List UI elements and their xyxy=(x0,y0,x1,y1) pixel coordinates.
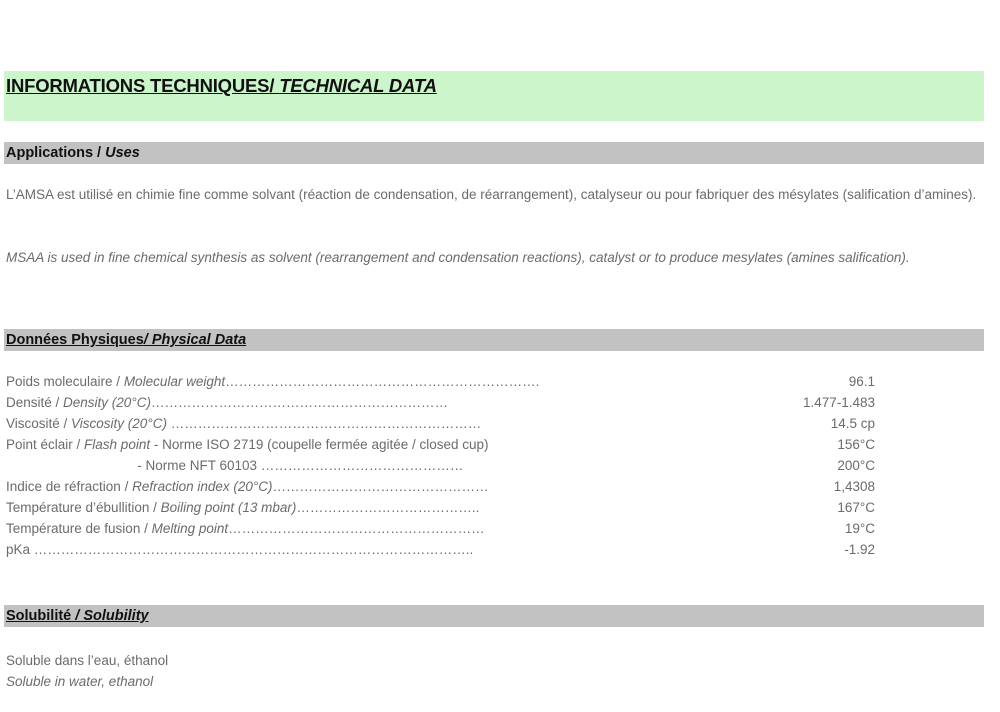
property-value: 167°C xyxy=(837,500,875,515)
solubility-heading-fr: Solubilité xyxy=(6,608,76,624)
solubility-text-en: Soluble in water, ethanol xyxy=(6,674,154,689)
property-row xyxy=(6,519,485,539)
property-leader: ………………………………………… xyxy=(272,479,489,494)
property-row xyxy=(6,414,481,434)
property-label-en: Flash point xyxy=(84,437,151,452)
property-label-en: Refraction index (20°C) xyxy=(132,479,273,494)
property-leader: ……………………………………………………………. xyxy=(225,374,540,389)
property-value: 96.1 xyxy=(848,374,875,389)
physical-data-heading-en: / Physical Data xyxy=(143,332,247,348)
property-label-fr: Température de fusion / xyxy=(6,521,152,536)
property-leader: ………………………………….. xyxy=(296,500,480,515)
property-leader: …………………………………………………………… xyxy=(166,416,482,431)
property-row xyxy=(6,540,473,560)
property-note: - Norme ISO 2719 (coupelle fermée agitée / closed cup) xyxy=(150,437,489,452)
property-label-fr: - Norme NFT 60103 xyxy=(6,458,261,473)
applications-heading-en: Uses xyxy=(105,145,140,161)
property-row xyxy=(6,456,463,476)
property-label-fr: Température d’ébullition / xyxy=(6,500,161,515)
physical-data-heading-fr: Données Physiques xyxy=(6,332,144,348)
property-label-fr: Indice de réfraction / xyxy=(6,479,133,494)
title-separator: / xyxy=(269,75,280,96)
document-title xyxy=(6,75,437,97)
physical-data-heading xyxy=(6,329,246,351)
solubility-text-fr: Soluble dans l’eau, éthanol xyxy=(6,653,169,668)
property-label-fr: pKa xyxy=(6,542,34,557)
property-label-en: Melting point xyxy=(151,521,229,536)
property-row xyxy=(6,477,489,497)
property-row xyxy=(6,435,489,455)
property-label-en: Density (20°C) xyxy=(63,395,151,410)
property-row xyxy=(6,372,539,392)
solubility-header-bar xyxy=(4,605,984,627)
solubility-heading-en: / Solubility xyxy=(75,608,149,624)
property-value: 1,4308 xyxy=(833,479,875,494)
solubility-heading xyxy=(6,605,149,627)
property-row xyxy=(6,393,448,413)
property-label-fr: Densité / xyxy=(6,395,64,410)
property-leader: ………………………………………………… xyxy=(228,521,485,536)
applications-heading-fr: Applications / xyxy=(6,145,106,161)
property-value: 19°C xyxy=(844,521,875,536)
property-value: 1.477-1.483 xyxy=(802,395,875,410)
property-label-fr: Poids moleculaire / xyxy=(6,374,124,389)
property-label-en: Molecular weight xyxy=(123,374,226,389)
applications-text-fr: L’AMSA est utilisé en chimie fine comme solvant (réaction de condensation, de réarrangement), catalyseur ou pour fabriquer des mésylates (salification d’amines). xyxy=(6,187,977,202)
property-leader: …………………………………………………………………………………….. xyxy=(33,542,474,557)
property-label-fr: Viscosité / xyxy=(6,416,72,431)
property-label-en: Viscosity (20°C) xyxy=(71,416,167,431)
property-value: 200°C xyxy=(837,458,875,473)
property-value: -1.92 xyxy=(844,542,875,557)
property-value: 156°C xyxy=(837,437,875,452)
property-label-en: Boiling point (13 mbar) xyxy=(160,500,297,515)
property-leader: ……………………………………… xyxy=(260,458,464,473)
property-value: 14.5 cp xyxy=(830,416,875,431)
applications-heading xyxy=(6,142,140,164)
property-row xyxy=(6,498,479,518)
property-leader: ………………………………………………………… xyxy=(150,395,448,410)
applications-text-en: MSAA is used in fine chemical synthesis as solvent (rearrangement and condensation reactions), catalyst or to produce mesylates (amines salification). xyxy=(6,250,910,265)
title-en: TECHNICAL DATA xyxy=(279,75,437,96)
applications-header-bar xyxy=(4,142,984,164)
title-fr: INFORMATIONS TECHNIQUES xyxy=(6,75,270,96)
property-label-fr: Point éclair / xyxy=(6,437,85,452)
